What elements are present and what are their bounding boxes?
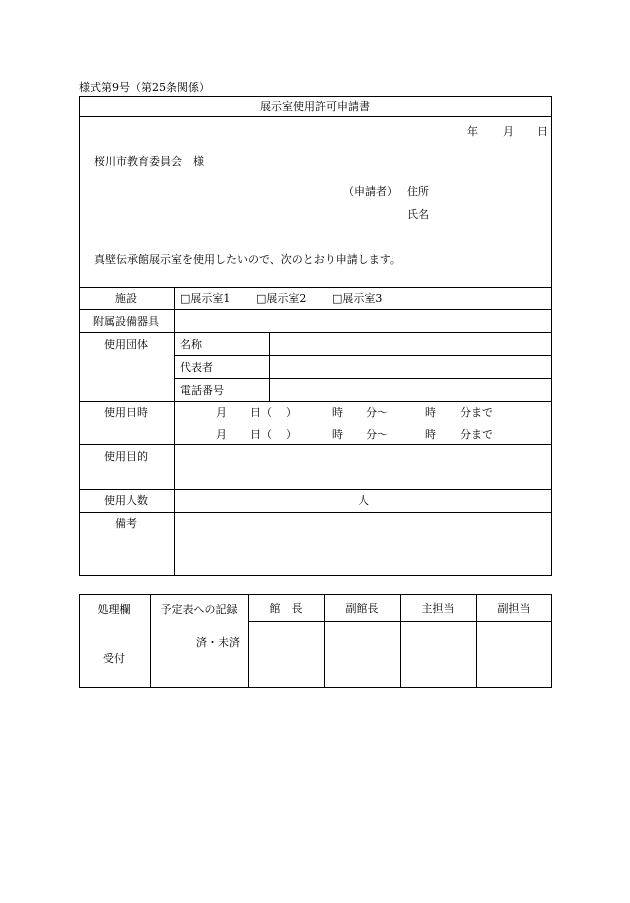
datetime-hour-start: 時 (332, 428, 343, 441)
people-unit: 人 (358, 494, 369, 507)
approver-deputy-director: 副館長 (345, 602, 379, 615)
datetime-min-end: 分まで (460, 428, 493, 441)
equipment-field[interactable] (176, 311, 550, 330)
facility-label: 施設 (115, 292, 137, 305)
datetime-month: 月 (216, 428, 227, 441)
group-phone-label: 電話番号 (180, 384, 224, 397)
equipment-label: 附属設備器具 (93, 315, 159, 328)
date-day: 日 (537, 125, 548, 138)
datetime-day: 日（ (250, 428, 272, 441)
datetime-month: 月 (216, 406, 227, 419)
purpose-field[interactable] (176, 446, 550, 487)
datetime-hour-start: 時 (332, 406, 343, 419)
form-title: 展示室使用許可申請書 (260, 100, 370, 113)
schedule-status: 済・未済 (196, 636, 240, 649)
applicant-address-label: 住所 (407, 185, 429, 198)
group-name-field[interactable] (271, 334, 550, 353)
datetime-hour-end: 時 (425, 428, 436, 441)
facility-option-1[interactable]: □展示室1 (180, 292, 231, 305)
datetime-close: ） (286, 406, 297, 419)
schedule-record-label: 予定表への記録 (160, 603, 238, 616)
group-representative-label: 代表者 (180, 361, 213, 374)
stamp-box-main-staff[interactable] (402, 623, 474, 686)
addressee: 桜川市教育委員会 様 (94, 155, 204, 168)
datetime-day: 日（ (250, 406, 272, 419)
applicant-label: （申請者） (343, 185, 398, 198)
approver-director: 館 長 (269, 602, 303, 615)
datetime-label: 使用日時 (104, 406, 148, 419)
stamp-box-director[interactable] (250, 623, 322, 686)
form-number: 様式第9号（第25条関係） (79, 81, 210, 94)
facility-option-2[interactable]: □展示室2 (256, 292, 307, 305)
received-label: 受付 (103, 652, 125, 665)
remarks-label: 備考 (115, 517, 137, 530)
group-phone-field[interactable] (271, 380, 550, 399)
datetime-close: ） (286, 428, 297, 441)
processing-label: 処理欄 (97, 603, 131, 616)
stamp-box-sub-staff[interactable] (478, 623, 550, 686)
datetime-min-start: 分〜 (366, 428, 388, 441)
purpose-label: 使用目的 (104, 450, 148, 463)
stamp-box-deputy-director[interactable] (326, 623, 398, 686)
approver-sub-staff: 副担当 (497, 602, 531, 615)
people-label: 使用人数 (104, 494, 148, 507)
datetime-hour-end: 時 (425, 406, 436, 419)
group-name-label: 名称 (180, 338, 202, 351)
datetime-min-end: 分まで (460, 406, 493, 419)
application-statement: 真壁伝承館展示室を使用したいので、次のとおり申請します。 (94, 253, 401, 266)
remarks-field[interactable] (176, 514, 550, 574)
date-year: 年 (467, 125, 478, 138)
facility-option-3[interactable]: □展示室3 (332, 292, 383, 305)
approver-main-staff: 主担当 (421, 602, 455, 615)
datetime-min-start: 分〜 (366, 406, 388, 419)
date-month: 月 (503, 125, 514, 138)
applicant-name-label: 氏名 (407, 208, 429, 221)
group-representative-field[interactable] (271, 357, 550, 376)
group-label: 使用団体 (104, 338, 148, 351)
